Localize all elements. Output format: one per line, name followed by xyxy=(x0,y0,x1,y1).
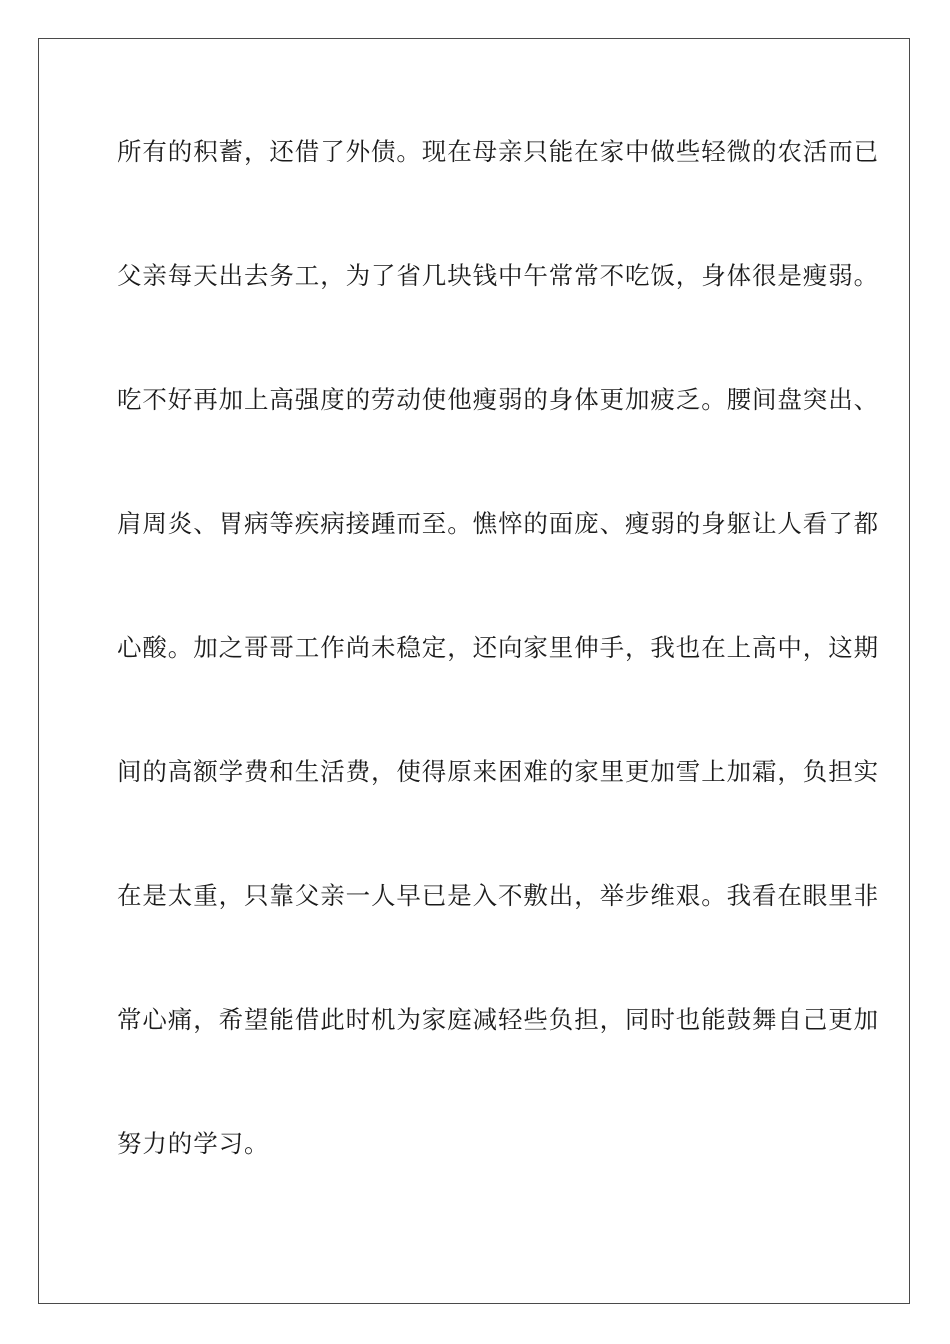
text-line: 在是太重，只靠父亲一人早已是入不敷出，举步维艰。我看在眼里非 xyxy=(117,881,879,910)
text-line: 心酸。加之哥哥工作尚未稳定，还向家里伸手，我也在上高中，这期 xyxy=(117,633,879,662)
text-line: 肩周炎、胃病等疾病接踵而至。憔悴的面庞、瘦弱的身躯让人看了都 xyxy=(117,509,879,538)
text-line: 常心痛，希望能借此时机为家庭减轻些负担，同时也能鼓舞自己更加 xyxy=(117,1005,879,1034)
text-line: 间的高额学费和生活费，使得原来困难的家里更加雪上加霜，负担实 xyxy=(117,757,879,786)
text-line: 吃不好再加上高强度的劳动使他瘦弱的身体更加疲乏。腰间盘突出、 xyxy=(117,385,879,414)
text-line: 父亲每天出去务工，为了省几块钱中午常常不吃饭，身体很是瘦弱。 xyxy=(117,261,879,290)
document-body xyxy=(117,128,879,1244)
text-line: 努力的学习。 xyxy=(117,1129,270,1158)
text-line: 所有的积蓄，还借了外债。现在母亲只能在家中做些轻微的农活而已 xyxy=(117,137,879,166)
